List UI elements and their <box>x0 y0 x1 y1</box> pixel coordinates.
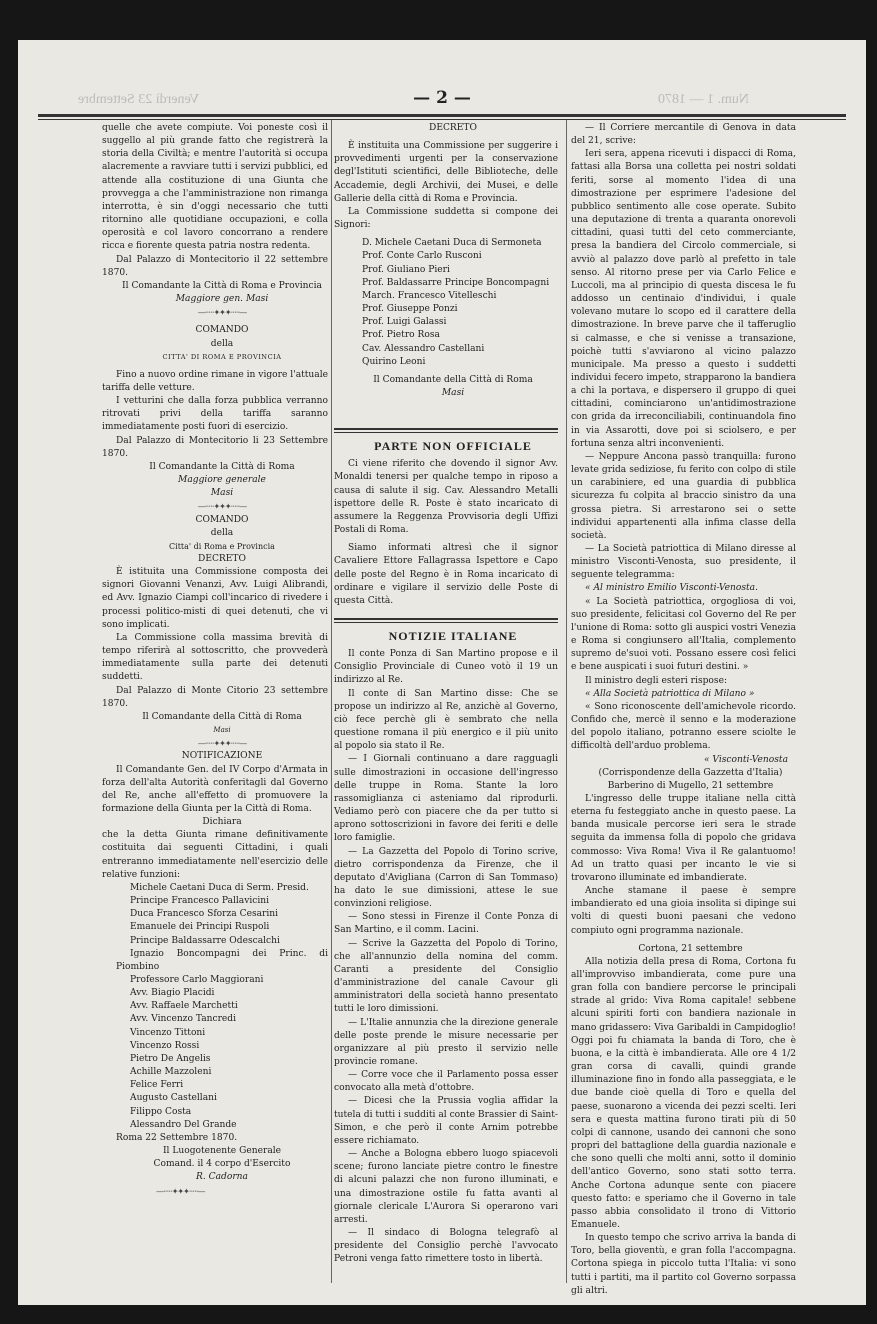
paragraph: — Sono stessi in Firenze il Conte Ponza di San Martino, e il comm. Lacini. <box>334 912 558 936</box>
member-name: Quirino Leoni <box>362 356 426 367</box>
member-name: Vincenzo Tittoni <box>130 1027 206 1038</box>
source-note: (Corrispondenze della Gazzetta d'Italia) <box>598 767 783 778</box>
paragraph: In questo tempo che scrivo arriva la banda di Toro, bella gioventù, e gran folla l'accompagna. Cortona spiega in piccolo tutta l'Italia: vi sono tutti i partiti, ma il partito col Governo sorpassa gli altri. <box>571 1233 796 1296</box>
paragraph: I vetturini che dalla forza pubblica verranno ritrovati privi della tariffa saranno immediatamente posti fuori di esercizio. <box>102 396 328 433</box>
paragraph: — Anche a Bologna ebbero luogo spiacevoli scene; furono lanciate pietre contro le finestre di alcuni palazzi che non furono illuminati, e una dimostrazione ostile fu fatta avanti al giornale clericale L'Aurora Si operarono vari arresti. <box>334 1149 558 1225</box>
section-subheading: Citta' di Roma e Provincia <box>169 541 275 551</box>
paragraph: — Il Corriere mercantile di Genova in data del 21, scrive: <box>571 123 796 147</box>
header-rule <box>38 114 846 120</box>
ornament-divider: —⋅⋅⋅⋅⋅✦✦✦⋅⋅⋅⋅⋅— <box>197 308 247 318</box>
ornament-divider: —⋅⋅⋅⋅⋅✦✦✦⋅⋅⋅⋅⋅— <box>197 502 247 512</box>
member-name: Alessandro Del Grande <box>130 1119 237 1130</box>
paragraph: Il ministro degli esteri rispose: <box>585 675 728 686</box>
section-heading: COMANDO <box>195 514 249 525</box>
paragraph: Anche stamane il paese è sempre imbandierato ed una gioia insolita si dipinge sui volti di questi buoni paesani che vedono compiuto ogni programma nazionale. <box>571 886 796 936</box>
member-name: Prof. Baldassarre Principe Boncompagni <box>362 277 550 288</box>
paragraph: Alla notizia della presa di Roma, Cortona fu all'improvviso imbandierata, come pure una gran folla con bandiere percorse le principali strade al grido: Viva Roma capitale! sebbene alcuni spiriti forti con bandiera nazionale in mano gridassero: Viva Garibaldi in Campidoglio! Oggi poi fu chiamata la banda di Toro, che è buona, e la città è imbandierata. Alle ore 4 1/2 gran corsa di cavalli, quindi grande illuminazione fino in fondo alla passeggiata, e le due bande cioè quella di Toro e quella del paese, suonarono a vicenda dei pezzi scelti. Ieri sera e questa mattina furono tirati più di 50 colpi di cannone, usando dei cannoni che sono propri del battaglione della guardia nazionale e che sono quelli che molti anni, sotto il dominio dell'antico Governo, sono stati sotto terra. Anche Cortona adunque sente con piacere questo fatto: e speriamo che il Governo in tale passo abbia consolidato il trono di Vittorio Emanuele. <box>571 956 797 1230</box>
member-name: Michele Caetani Duca di Serm. Presid. <box>130 882 309 893</box>
member-name: Principe Francesco Pallavicini <box>130 896 270 907</box>
paragraph: — I Giornali continuano a dare ragguagli sulle dimostrazioni in occasione dell'ingresso delle truppe in Roma. Stante la loro rassomiglianza ci asteniamo dal riprodurli. Vediamo però con piacere che da per tutto si aprono sottoscrizioni in favore dei feriti e delle loro famiglie. <box>334 754 558 844</box>
signature: Il Comandante la Città di Roma e Provincia <box>122 280 322 291</box>
dateline: Dal Palazzo di Montecitorio il 22 settembre 1870. <box>102 254 328 278</box>
section-heading: DECRETO <box>429 123 477 133</box>
section-subheading: della <box>210 338 234 349</box>
member-name: Vincenzo Rossi <box>130 1040 200 1051</box>
column-2 <box>334 122 558 1283</box>
member-name: Prof. Giuseppe Ponzi <box>362 304 458 315</box>
member-name: Duca Francesco Sforza Cesarini <box>130 909 279 920</box>
ornament-divider: —⋅⋅⋅⋅⋅✦✦✦⋅⋅⋅⋅⋅— <box>197 739 247 749</box>
paragraph: È instituita una Commissione per suggerire i provvedimenti urgenti per la conservazione degl'Istituti scientifici, delle Biblioteche, delle Accademie, degli Archivii, dei Musei, e delle Gallerie della città di Roma e Provincia. <box>334 141 558 204</box>
signature: Il Luogotenente Generale <box>162 1146 282 1157</box>
ornament-divider: —⋅⋅⋅⋅⋅✦✦✦⋅⋅⋅⋅⋅— <box>156 1186 205 1196</box>
paragraph: Il conte di San Martino disse: Che se propose un indirizzo al Re, anzichè al Governo, ciò fece perchè gli è sembrato che nella questione romana il più energico e il più unito al popolo sia stato il Re. <box>334 688 558 752</box>
member-list <box>102 882 328 1132</box>
member-name: Augusto Castellani <box>130 1093 217 1104</box>
paragraph: Ci viene riferito che dovendo il signor Avv. Monaldi tenersi per qualche tempo in riposo a causa di salute il sig. Cav. Alessandro Metalli ispettore delle R. Poste è stato incaricato di assumere la Reggenza Provvisoria degli Uffizi Postali di Roma. <box>334 459 558 536</box>
dateline: Roma 22 Settembre 1870. <box>116 1132 238 1143</box>
member-name: Ignazio Boncompagni dei Princ. di Piombino <box>116 948 328 972</box>
telegram-line: « Al ministro Emilio Visconti-Venosta. <box>585 583 758 594</box>
newspaper-page <box>18 40 866 1305</box>
section-rule <box>334 618 558 623</box>
paragraph: — Dicesi che la Prussia voglia affidar la tutela di tutti i sudditi al conte Brassier di Saint-Simon, e che però il conte Arnim potrebbe essere richiamato. <box>334 1096 558 1146</box>
member-name: Filippo Costa <box>130 1106 192 1117</box>
page-number: — 2 — <box>413 88 471 108</box>
signature: R. Cadorna <box>196 1172 248 1183</box>
dateline: Cortona, 21 settembre <box>638 943 743 954</box>
column-1 <box>102 122 328 1283</box>
member-name: Felice Ferri <box>130 1080 184 1091</box>
signature: Maggiore generale <box>178 475 266 486</box>
member-name: Cav. Alessandro Castellani <box>362 343 485 354</box>
paragraph: Il conte Ponza di San Martino propose e il Consiglio Provinciale di Cuneo votò il 19 un indirizzo al Re. <box>334 649 558 686</box>
member-name: D. Michele Caetani Duca di Sermoneta <box>362 238 542 249</box>
telegram-line: « Alla Società patriottica di Milano » <box>585 688 755 699</box>
section-title: NOTIZIE ITALIANE <box>388 629 518 643</box>
section-heading: COMANDO <box>195 325 249 336</box>
member-name: Prof. Giuliano Pieri <box>362 264 450 275</box>
paragraph: Fino a nuovo ordine rimane in vigore l'attuale tariffa delle vetture. <box>102 369 328 393</box>
signature: Il Comandante della Città di Roma <box>142 711 302 722</box>
paragraph: — Corre voce che il Parlamento possa esser convocato alla metà d'ottobre. <box>334 1070 558 1094</box>
member-name: Avv. Raffaele Marchetti <box>130 1001 238 1012</box>
paragraph: La Commissione suddetta si compone dei Signori: <box>334 206 558 231</box>
paragraph: — L'Italie annunzia che la direzione generale delle poste prende le misure necessarie per organizzare al più presto il servizio nelle provincie romane. <box>334 1017 558 1067</box>
section-heading: NOTIFICAZIONE <box>181 751 263 762</box>
dateline: Barberino di Mugello, 21 settembre <box>607 780 774 791</box>
paragraph: — La Società patriottica di Milano diresse al ministro Visconti-Venosta, suo presidente, il seguente telegramma: <box>571 544 796 581</box>
section-heading: DECRETO <box>198 554 246 564</box>
paragraph: « Sono riconoscente dell'amichevole ricordo. Confido che, mercè il senno e la moderazione del popolo italiano, potranno essere sciolte le difficoltà dell'arduo problema. <box>571 701 796 752</box>
bleed-through-text-left: Venerdì 23 Settembre <box>78 92 200 107</box>
signature: Masi <box>441 387 465 398</box>
section-subheading: della <box>210 527 234 538</box>
column-3 <box>571 122 797 1296</box>
member-name: March. Francesco Vitelleschi <box>362 290 497 301</box>
member-name: Prof. Conte Carlo Rusconi <box>362 251 482 262</box>
member-list <box>334 237 558 369</box>
paragraph: — Scrive la Gazzetta del Popolo di Torino, che all'annunzio della nomina del comm. Caranti a presidente del Consiglio d'amministrazione del canale Cavour gli amministratori della società hanno presentato tutti le loro dimissioni. <box>334 938 558 1015</box>
paragraph: — Il sindaco di Bologna telegrafò al presidente del Consiglio perchè l'avvocato Petroni venga fatto rimettere tosto in libertà. <box>334 1228 558 1265</box>
member-name: Emanuele dei Principi Ruspoli <box>130 922 270 933</box>
paragraph: L'ingresso delle truppe italiane nella città eterna fu festeggiato anche in questo paese. La banda musicale percorse ieri sera le strade seguita da immensa folla di popolo che gridava commosso: Viva Roma! Viva il Re galantuomo! Ad un tratto quasi per incanto le vie si trovarono illuminate ed imbandierate. <box>571 793 796 883</box>
column-rule <box>566 120 567 1283</box>
section-title: PARTE NON OFFICIALE <box>374 439 532 454</box>
signature: Comand. il 4 corpo d'Esercito <box>153 1159 291 1170</box>
member-name: Principe Baldassarre Odescalchi <box>130 935 280 946</box>
paragraph: — Neppure Ancona passò tranquilla: furono levate grida sediziose, fu ferito con colpo di stile un carabiniere, ed una guardia di pubblica sicurezza fu colpita al braccio sinistro da una grossa pietra. Si arrestarono sei o sette individui appartenenti alla infima classe della società. <box>571 451 796 541</box>
signature: Masi <box>210 488 234 499</box>
member-name: Avv. Biagio Placidi <box>130 988 215 999</box>
signature: Maggiore gen. Masi <box>175 294 269 305</box>
paragraph: Il Comandante Gen. del IV Corpo d'Armata in forza dell'alta Autorità conferitagli dal Governo del Re, anche all'effetto di promuovere la formazione della Giunta per la Città di Roma. <box>102 764 328 814</box>
paragraph: quelle che avete compiute. Voi poneste così il suggello al più grande fatto che registrerà la storia della Civiltà; e mentre l'autorità si occupa alacremente a ravviare tutti i servizi pubblici, ed attende alla costituzione di una Giunta che provvegga a che l'amministrazione non rimanga interrotta, è sin d'oggi necessario che tutti ritornino alle quotidiane occupazioni, e colla operosità e col lavoro concorrano a rendere ricca e fiorente questa patria nostra redenta. <box>102 123 328 252</box>
signature: Masi <box>213 726 231 735</box>
member-name: Prof. Pietro Rosa <box>362 330 440 341</box>
paragraph: — La Gazzetta del Popolo di Torino scrive, dietro corrispondenza da Firenze, che il deputato d'Avigliana (Carron di San Tommaso) ha dato le sue dimissioni, attese le sue convinzioni religiose. <box>334 846 558 910</box>
member-name: Avv. Vincenzo Tancredi <box>130 1014 237 1025</box>
signature: Il Comandante la Città di Roma <box>149 461 295 472</box>
paragraph: È istituita una Commissione composta dei signori Giovanni Venanzi, Avv. Luigi Alibrandi, ed Avv. Ignazio Ciampi coll'incarico di rivedere i processi politico-misti di quei detenuti, che vi sono implicati. <box>102 567 328 630</box>
signature: « Visconti-Venosta <box>703 754 788 765</box>
paragraph: che la detta Giunta rimane definitivamente costituita dai seguenti Cittadini, i quali entreranno immediatamente nell'esercizio delle relative funzioni: <box>102 830 328 880</box>
dateline: Dal Palazzo di Monte Citorio 23 settembre 1870. <box>102 685 328 709</box>
section-subheading: CITTA' DI ROMA E PROVINCIA <box>162 352 282 361</box>
column-rule <box>331 120 332 1283</box>
paragraph: « La Società patriottica, orgogliosa di voi, suo presidente, felicitasi col Governo del Re per l'unione di Roma: sotto gli auspici vostri Venezia e Roma si congiunsero all'Italia, complemento supremo de'suoi voti. Possano essere così felici e bene auspicati i suoi futuri destini. » <box>571 596 796 673</box>
dateline: Dal Palazzo di Montecitorio li 23 Settembre 1870. <box>102 435 328 459</box>
member-name: Prof. Luigi Galassi <box>362 317 447 328</box>
section-rule <box>334 428 558 433</box>
member-name: Pietro De Angelis <box>130 1053 211 1064</box>
paragraph: La Commissione colla massima brevità di tempo riferirà al sottoscritto, che provvederà immediatamente sulla parte dei detenuti suddetti. <box>102 632 328 683</box>
signature: Il Comandante della Città di Roma <box>373 374 533 385</box>
member-name: Professore Carlo Maggiorani <box>130 975 264 985</box>
paragraph: Siamo informati altresì che il signor Cavaliere Ettore Fallagrassa Ispettore e Capo delle poste del Regno è in Roma incaricato di ordinare e vigilare il servizio delle Poste di questa Città. <box>334 543 558 606</box>
bleed-through-text-right: Num. 1 — 1870 <box>658 92 749 107</box>
member-name: Achille Mazzoleni <box>130 1067 212 1078</box>
section-subheading: Dichiara <box>202 817 242 828</box>
paragraph: Ieri sera, appena ricevuti i dispacci di Roma, fattasi alla Borsa una colletta pei nostri soldati feriti, sorse al momento l'idea di una dimostrazione per esprimere l'adesione del pubblico sentimento alle cose operate. Subito una deputazione di trenta a quaranta onorevoli cittadini, quasi tutti del ceto commerciante, presa la bandiera del Circolo commerciale, si avviò al palazzo dove parlò al prefetto in tale senso. Al ritorno prese per via Carlo Felice e Luccoli, ma al principio di questa discesa le fu addosso un centinaio d'individui, i quale volevano mutare lo scopo ed il carattere della dimostrazione. In breve parve che il tafferuglio si calmasse, e che si venisse a transazione, poichè tutti s'avviarono al vicino palazzo municipale. Ma presso a questo i suddetti individui fecero impeto, strapparono la bandiera a chi la portava, e dispersero il gruppo di quei cittadini, cominciarono un'antidimostrazione con grida da irreconciliabili, continuandola fino in via Assarotti, dove poi si sciolsero, e per fortuna senza altri inconvenienti. <box>571 149 796 449</box>
